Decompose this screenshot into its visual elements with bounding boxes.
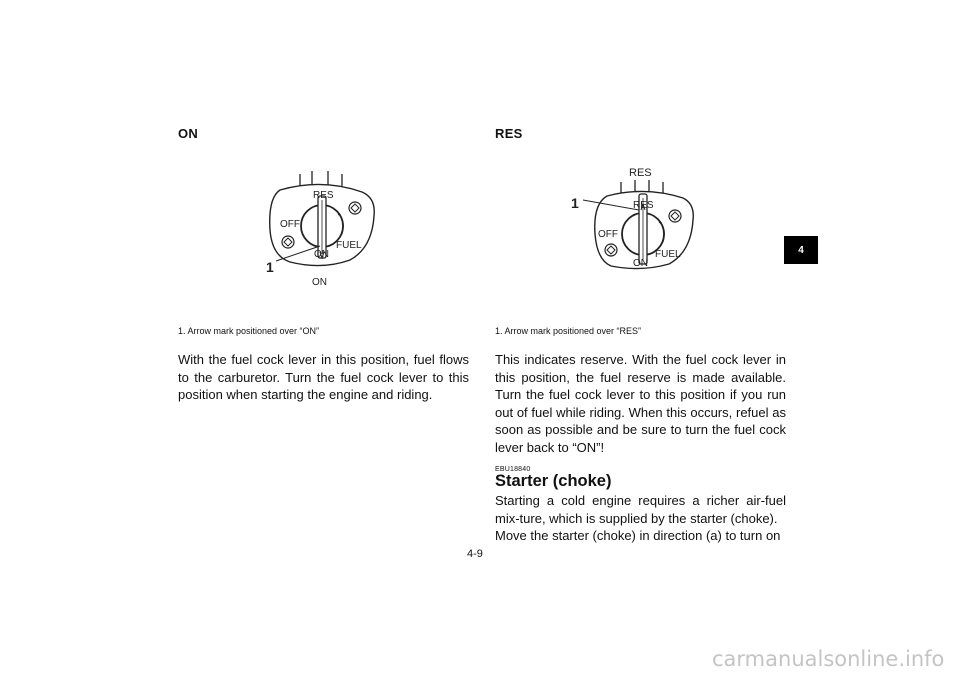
callout-number: 1	[571, 195, 579, 211]
watermark: carmanualsonline.info	[712, 647, 945, 671]
page-number: 4-9	[467, 548, 483, 560]
fuel-cock-res-diagram	[565, 160, 705, 278]
section-code: EBU18840	[495, 466, 531, 473]
section-paragraph-1: Starting a cold engine requires a richer air-fuel mix-ture, which is supplied by the starter (choke).	[495, 493, 786, 526]
section-title: Starter (choke)	[495, 472, 612, 490]
left-caption: 1. Arrow mark positioned over “ON”	[178, 326, 320, 336]
dial-label-res: RES	[313, 190, 334, 201]
right-caption: 1. Arrow mark positioned over “RES”	[495, 326, 642, 336]
fuel-cock-on-diagram	[250, 168, 380, 293]
right-heading: RES	[495, 126, 523, 141]
right-body: This indicates reserve. With the fuel cock lever in this position, the fuel reserve is made available. Turn the fuel cock lever to this position if you run out of fuel while riding. When this occurs, refuel as soon as possible and be sure to turn the fuel cock lever back to “ON”!	[495, 352, 786, 455]
left-body: With the fuel cock lever in this position, fuel flows to the carburetor. Turn the fuel cock lever to this position when starting the engine and riding.	[178, 352, 469, 402]
section-paragraph-2: Move the starter (choke) in direction (a) to turn on	[495, 528, 781, 543]
left-heading: ON	[178, 126, 199, 141]
dial-label-bottom-on: ON	[312, 277, 327, 288]
chapter-tab: 4	[784, 236, 818, 264]
dial-label-fuel: FUEL	[655, 249, 681, 260]
dial-label-on: ON	[633, 258, 648, 269]
callout-number: 1	[266, 259, 274, 275]
dial-label-on: ON	[314, 249, 329, 260]
dial-label-off: OFF	[598, 229, 618, 240]
dial-label-fuel: FUEL	[336, 240, 362, 251]
dial-label-res: RES	[633, 200, 654, 211]
dial-label-off: OFF	[280, 219, 300, 230]
dial-label-top-res: RES	[629, 167, 652, 179]
